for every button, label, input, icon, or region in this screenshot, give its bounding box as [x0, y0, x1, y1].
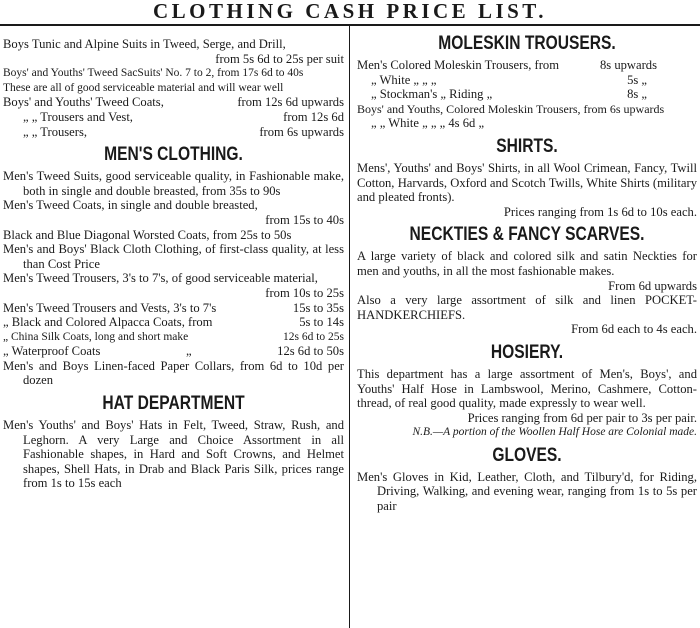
trousers-vests-label: Men's Tweed Trousers and Vests, 3's to 7's — [3, 300, 217, 315]
moleskin-stockman-price: 8s „ — [627, 87, 647, 102]
paper-collars: Men's and Boys Linen-faced Paper Collars, from 6d to 10d per dozen — [3, 358, 344, 388]
boys-suits-line: Boys Tunic and Alpine Suits in Tweed, Serge, and Drill, — [3, 37, 286, 51]
mens-tweed-coats-price: from 15s to 40s — [265, 212, 344, 227]
mens-tweed-suits: Men's Tweed Suits, good serviceable quality, in Fashionable make, both in single and double breasted, from 35s to 90s — [3, 169, 344, 198]
waterproof-label: „ Waterproof Coats — [3, 344, 101, 359]
alpacca-coats-row — [3, 315, 344, 330]
hosiery-heading: HOSIERY. — [490, 341, 564, 363]
moleskin-white-price: 5s „ — [627, 72, 647, 87]
gloves-heading: GLOVES. — [492, 444, 562, 466]
mens-clothing-heading: MEN'S CLOTHING. — [104, 144, 243, 166]
diagonal-worsted-coats: Black and Blue Diagonal Worsted Coats, from 25s to 50s — [3, 227, 292, 242]
moleskin-white-label: „ White „ „ „ — [371, 72, 437, 87]
boys-material-note: These are all of good serviceable material and will wear well — [3, 81, 284, 94]
column-divider — [349, 26, 350, 628]
trousers-vests-price: 15s to 35s — [292, 300, 344, 315]
moleskin-stockman-label: „ Stockman's „ Riding „ — [371, 87, 493, 102]
boys-trousers-price: from 6s upwards — [259, 124, 344, 139]
boys-trousers-row — [3, 125, 344, 140]
moleskin-stockman-row — [357, 87, 697, 102]
boys-coats-price: from 12s 6d upwards — [237, 95, 344, 110]
waterproof-price: 12s 6d to 50s — [277, 344, 344, 359]
shirts-heading: SHIRTS. — [496, 135, 558, 157]
shirts-price: Prices ranging from 1s 6d to 10s each. — [503, 204, 697, 219]
mens-tweed-coats: Men's Tweed Coats, in single and double breasted, — [3, 198, 258, 213]
moleskin-boys-white: „ „ White „ „ „ 4s 6d „ — [371, 116, 485, 131]
waterproof-ditto: „ — [185, 344, 192, 359]
page-title: CLOTHING CASH PRICE LIST. — [152, 0, 547, 23]
boys-suits-price: from 5s 6d to 25s per suit — [215, 51, 344, 66]
china-silk-row — [3, 330, 344, 345]
boys-trousers-label: „ „ Trousers, — [23, 124, 88, 139]
handkerchiefs-description: Also a very large assortment of silk and linen POCKET-HANDKERCHIEFS. — [357, 293, 697, 322]
neckties-price: From 6d upwards — [608, 278, 697, 293]
black-cloth-clothing: Men's and Boys' Black Cloth Clothing, of first-class quality, at less than Cost Price — [3, 242, 344, 271]
boys-trousers-vest-price: from 12s 6d — [283, 109, 344, 124]
right-column — [357, 33, 697, 514]
moleskin-heading: MOLESKIN TROUSERS. — [438, 33, 616, 54]
handkerchiefs-price: From 6d each to 4s each. — [571, 322, 697, 337]
title-rule — [0, 24, 700, 26]
moleskin-colored-price: 8s upwards — [599, 58, 657, 72]
moleskin-boys-colored: Boys' and Youths, Colored Moleskin Trousers, from 6s upwards — [357, 101, 665, 116]
boys-trousers-vest-row — [3, 110, 344, 125]
shirts-description: Mens', Youths' and Boys' Shirts, in all Wool Crimean, Fancy, Twill Cotton, Harvards, Oxford and Scotch Twills, White Shirts (military and pleated fronts). — [357, 160, 697, 205]
hosiery-price: Prices ranging from 6d per pair to 3s per pair. — [467, 410, 697, 425]
hosiery-description: This department has a large assortment of Men's, Boys', and Youths' Half Hose in Lambswool, Merino, Cashmere, Cotton-thread, of real good quality, made expressly to wear well. — [357, 366, 697, 411]
waterproof-row — [3, 344, 344, 359]
alpacca-coats-price: 5s to 14s — [299, 315, 344, 330]
hat-description: Men's Youths' and Boys' Hats in Felt, Tweed, Straw, Rush, and Leghorn. A very Large and Choice Assortment in all Fashionable shapes, in Hard and Soft Crowns, and Helmet shapes, Shell Hats, in Drab and Black Paris Silk, prices range from 1s to 15s each — [3, 418, 344, 491]
boys-sacsuits-line: Boys' and Youths' Tweed SacSuits' No. 7 to 2, from 17s 6d to 40s — [3, 67, 304, 80]
alpacca-coats-label: „ Black and Colored Alpacca Coats, from — [3, 315, 213, 330]
china-silk-price: 12s 6d to 25s — [282, 330, 344, 343]
boys-trousers-vest-label: „ „ Trousers and Vest, — [23, 109, 133, 124]
hosiery-note: N.B.—A portion of the Woollen Half Hose are Colonial made. — [412, 426, 697, 439]
boys-coats-label: Boys' and Youths' Tweed Coats, — [3, 95, 164, 110]
left-column — [3, 37, 344, 491]
china-silk-label: „ China Silk Coats, long and short make — [3, 330, 189, 343]
boys-coats-row — [3, 95, 344, 110]
neckties-heading: NECKTIES & FANCY SCARVES. — [409, 224, 645, 246]
trousers-vests-row — [3, 301, 344, 316]
mens-tweed-trousers-price: from 10s to 25s — [265, 285, 344, 300]
moleskin-colored-row — [357, 58, 697, 73]
gloves-description: Men's Gloves in Kid, Leather, Cloth, and Tilbury'd, for Riding, Driving, Walking, and evening wear, ranging from 1s to 5s per pair — [357, 469, 697, 514]
mens-tweed-trousers: Men's Tweed Trousers, 3's to 7's, of good serviceable material, — [3, 271, 318, 286]
hat-department-heading: HAT DEPARTMENT — [102, 393, 245, 415]
moleskin-white-row — [357, 73, 697, 88]
neckties-description: A large variety of black and colored silk and satin Neckties for men and youths, in all the most fashionable makes. — [357, 249, 697, 278]
moleskin-colored-label: Men's Colored Moleskin Trousers, from — [357, 58, 560, 72]
